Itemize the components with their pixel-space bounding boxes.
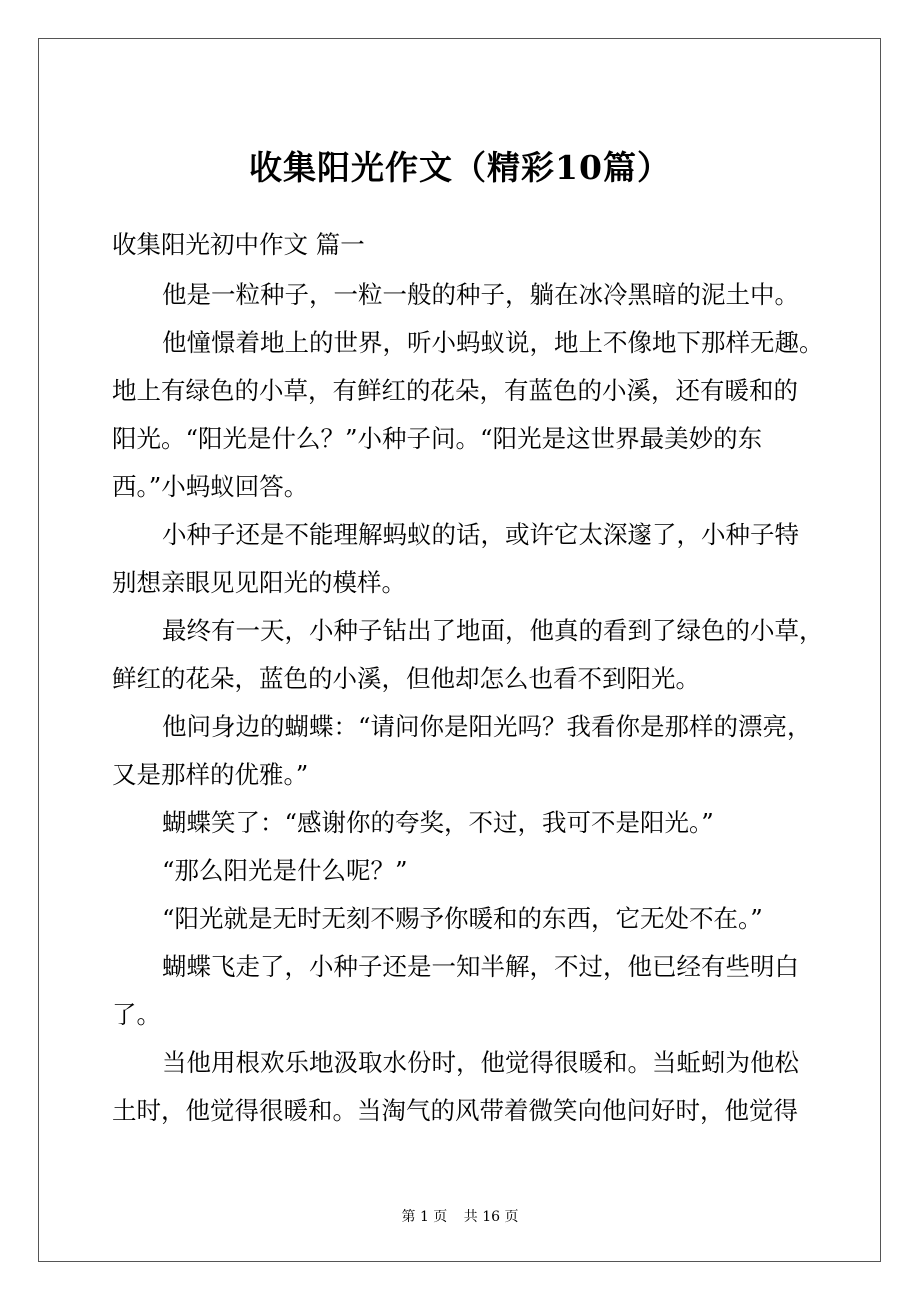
- text-line: 最终有一天，小种子钻出了地面，他真的看到了绿色的小草，: [162, 616, 824, 645]
- text-line: 蝴蝶飞走了，小种子还是一知半解，不过，他已经有些明白: [162, 952, 799, 981]
- text-line: 又是那样的优雅。”: [112, 760, 309, 789]
- text-line: 他憧憬着地上的世界，听小蚂蚁说，地上不像地下那样无趣。: [162, 328, 824, 357]
- text-line: 他问身边的蝴蝶：“请问你是阳光吗？我看你是那样的漂亮，: [162, 712, 812, 741]
- text-line: “那么阳光是什么呢？”: [162, 856, 408, 885]
- text-line: 小种子还是不能理解蚂蚁的话，或许它太深邃了，小种子特: [162, 520, 799, 549]
- text-line: 土时，他觉得很暖和。当淘气的风带着微笑向他问好时，他觉得: [112, 1096, 798, 1125]
- text-line: 地上有绿色的小草，有鲜红的花朵，有蓝色的小溪，还有暖和的: [112, 376, 798, 405]
- text-line: 了。: [112, 1000, 161, 1029]
- page-total: 共 16 页: [463, 1209, 519, 1225]
- text-line: 他是一粒种子，一粒一般的种子，躺在冰冷黑暗的泥土中。: [162, 280, 799, 309]
- text-line: 西。”小蚂蚁回答。: [112, 472, 309, 501]
- text-line: 阳光。“阳光是什么？”小种子问。“阳光是这世界最美妙的东: [112, 424, 763, 453]
- text-line: 蝴蝶笑了：“感谢你的夸奖，不过，我可不是阳光。”: [162, 808, 714, 837]
- text-line: 鲜红的花朵，蓝色的小溪，但他却怎么也看不到阳光。: [112, 664, 700, 693]
- text-line: 别想亲眼见见阳光的模样。: [112, 568, 406, 597]
- page-number: 第 1 页: [401, 1209, 448, 1225]
- page-border: [38, 38, 881, 1262]
- text-line: 当他用根欢乐地汲取水份时，他觉得很暖和。当蚯蚓为他松: [162, 1048, 799, 1077]
- page-footer: [0, 1206, 920, 1226]
- section-heading: 收集阳光初中作文 篇一: [112, 230, 365, 259]
- text-line: “阳光就是无时无刻不赐予你暖和的东西，它无处不在。”: [162, 904, 763, 933]
- document-title: 收集阳光作文（精彩10篇）: [249, 148, 671, 187]
